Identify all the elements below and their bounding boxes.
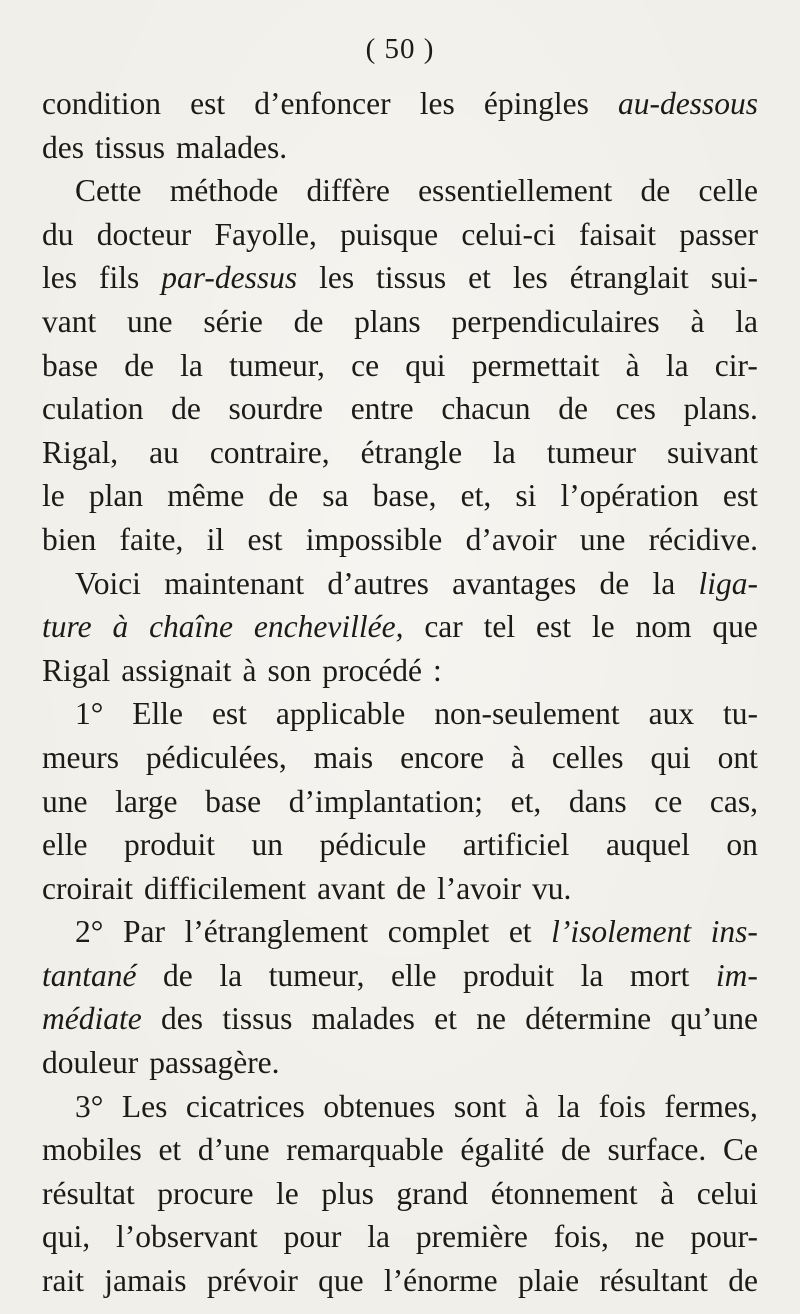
word: fils bbox=[98, 260, 140, 296]
body-text bbox=[42, 82, 758, 1303]
word: celle bbox=[698, 173, 758, 209]
word: de bbox=[171, 391, 201, 427]
word: mais bbox=[313, 739, 374, 775]
word: complet bbox=[387, 914, 490, 950]
word: étrangle bbox=[360, 434, 463, 470]
word: encore bbox=[400, 739, 484, 775]
word: et, bbox=[460, 478, 492, 514]
word: à bbox=[660, 1175, 675, 1211]
word: bien bbox=[42, 521, 97, 557]
text-line bbox=[42, 1041, 758, 1085]
word: si bbox=[515, 478, 537, 514]
word: contraire, bbox=[209, 434, 330, 470]
word: grand bbox=[396, 1175, 469, 1211]
word: les bbox=[512, 260, 548, 296]
word: pour- bbox=[690, 1219, 758, 1255]
word: une bbox=[579, 521, 626, 557]
word: qui bbox=[650, 739, 691, 775]
word: l’énorme bbox=[383, 1263, 498, 1299]
word: elle bbox=[391, 957, 437, 993]
word: ins- bbox=[710, 914, 758, 950]
word: pédicule bbox=[319, 827, 427, 863]
word: docteur bbox=[96, 216, 192, 252]
word: est bbox=[536, 609, 572, 645]
text-line bbox=[42, 823, 758, 867]
word: tu- bbox=[723, 696, 758, 732]
word: plus bbox=[321, 1175, 374, 1211]
word: procédé bbox=[322, 652, 422, 688]
word: Rigal bbox=[42, 652, 111, 688]
word: tumeur, bbox=[229, 347, 325, 383]
word: qui, bbox=[42, 1219, 91, 1255]
word: entre bbox=[350, 391, 414, 427]
word: de bbox=[640, 173, 671, 209]
word: prévoir bbox=[206, 1263, 298, 1299]
word: égalité bbox=[460, 1132, 545, 1168]
word: passagère. bbox=[149, 1045, 280, 1081]
word: qu’une bbox=[670, 1001, 758, 1037]
word: plans. bbox=[683, 391, 758, 427]
word: d’enfoncer bbox=[254, 86, 391, 121]
word: faisait bbox=[579, 216, 657, 252]
word: avantages bbox=[452, 565, 577, 601]
word: Les bbox=[121, 1088, 168, 1124]
text-line bbox=[42, 518, 758, 562]
word: plan bbox=[88, 478, 144, 514]
text-line bbox=[42, 649, 758, 693]
word: l’étranglement bbox=[184, 914, 369, 950]
word: la bbox=[557, 1088, 581, 1124]
text-line bbox=[42, 344, 758, 388]
page-number: ( 50 ) bbox=[365, 33, 435, 65]
word: étranglait bbox=[569, 260, 689, 296]
word: d’avoir bbox=[465, 521, 557, 557]
word: vant bbox=[42, 303, 97, 339]
word: elle bbox=[42, 827, 88, 863]
word: même bbox=[167, 478, 245, 514]
word: 1° bbox=[75, 696, 104, 732]
word: et bbox=[158, 1132, 182, 1168]
word: base bbox=[205, 783, 262, 819]
word: ce bbox=[351, 347, 380, 383]
word: par-dessus bbox=[161, 260, 298, 296]
text-line bbox=[42, 1215, 758, 1259]
word: médiate bbox=[42, 1001, 142, 1037]
word: applicable bbox=[275, 696, 406, 732]
word: à bbox=[690, 303, 705, 339]
text-line bbox=[42, 867, 758, 911]
word: est bbox=[722, 478, 758, 514]
word: celui bbox=[696, 1175, 758, 1211]
word: produit bbox=[463, 957, 555, 993]
word: impossible bbox=[305, 521, 443, 557]
word: plans bbox=[354, 303, 421, 339]
text-line bbox=[42, 169, 758, 213]
word: 2° bbox=[75, 914, 104, 950]
word: tantané bbox=[42, 957, 137, 993]
word: l’isolement bbox=[551, 914, 692, 950]
word: : bbox=[432, 652, 442, 688]
word: assignait bbox=[121, 652, 232, 688]
word: malades bbox=[311, 1001, 415, 1037]
word: aux bbox=[648, 696, 695, 732]
word: Par bbox=[122, 914, 165, 950]
word: artificiel bbox=[462, 827, 570, 863]
text-line bbox=[42, 474, 758, 518]
word: de bbox=[124, 347, 154, 383]
word: la bbox=[493, 434, 516, 470]
word: 3° bbox=[75, 1088, 104, 1124]
word: Ce bbox=[722, 1132, 758, 1168]
text-line bbox=[42, 605, 758, 649]
text-line bbox=[42, 126, 758, 170]
word: du bbox=[42, 216, 74, 252]
text-line bbox=[42, 1128, 758, 1172]
word: celui-ci bbox=[461, 216, 556, 252]
word: fois bbox=[598, 1088, 646, 1124]
word: base bbox=[42, 347, 98, 383]
word: de bbox=[268, 478, 299, 514]
word: le bbox=[276, 1175, 299, 1211]
word: Voici bbox=[75, 565, 141, 601]
text-line bbox=[42, 780, 758, 824]
word: tissus bbox=[95, 129, 166, 165]
word: im- bbox=[715, 957, 758, 993]
word: ce bbox=[654, 783, 683, 819]
word: ture bbox=[42, 609, 92, 645]
word: est bbox=[190, 86, 226, 121]
word: la bbox=[665, 347, 689, 383]
text-line bbox=[42, 1259, 758, 1303]
word: est bbox=[247, 521, 283, 557]
word: celles bbox=[551, 739, 624, 775]
word: les bbox=[319, 260, 355, 296]
word: de bbox=[558, 391, 588, 427]
word: passer bbox=[679, 216, 758, 252]
word: chaîne bbox=[149, 609, 234, 645]
word: et, bbox=[510, 783, 542, 819]
word: suivant bbox=[666, 434, 758, 470]
word: large bbox=[115, 783, 178, 819]
word: liga- bbox=[698, 565, 758, 601]
word: de bbox=[599, 565, 630, 601]
word: ces bbox=[615, 391, 656, 427]
word: est bbox=[211, 696, 247, 732]
word: l’opération bbox=[560, 478, 699, 514]
text-line bbox=[42, 387, 758, 431]
word: résultant bbox=[599, 1263, 708, 1299]
word: non-seulement bbox=[434, 696, 620, 732]
word: maintenant bbox=[164, 565, 305, 601]
word: avant bbox=[317, 870, 386, 906]
word: à bbox=[112, 609, 129, 645]
word: pédiculées, bbox=[145, 739, 287, 775]
word: les bbox=[419, 86, 455, 121]
word: Cette bbox=[75, 173, 142, 209]
word: une bbox=[42, 783, 88, 819]
word: vu. bbox=[532, 870, 572, 906]
word: on bbox=[726, 827, 758, 863]
word: des bbox=[42, 129, 84, 165]
word: jamais bbox=[104, 1263, 187, 1299]
word: perpendiculaires bbox=[451, 303, 660, 339]
word: tissus bbox=[222, 1001, 293, 1037]
word: mobiles bbox=[42, 1132, 142, 1168]
word: obtenues bbox=[323, 1088, 436, 1124]
word: de bbox=[396, 870, 427, 906]
word: d’implantation; bbox=[288, 783, 483, 819]
text-line bbox=[42, 213, 758, 257]
word: épingles bbox=[483, 86, 589, 121]
word: sourdre bbox=[228, 391, 324, 427]
word: un bbox=[251, 827, 283, 863]
word: procure bbox=[157, 1175, 254, 1211]
word: douleur bbox=[42, 1045, 139, 1081]
word: que bbox=[712, 609, 758, 645]
word: au bbox=[149, 434, 179, 470]
word: de bbox=[561, 1132, 591, 1168]
word: son bbox=[267, 652, 312, 688]
word: mort bbox=[629, 957, 690, 993]
word: Fayolle, bbox=[214, 216, 317, 252]
word: culation bbox=[42, 391, 144, 427]
word: auquel bbox=[605, 827, 690, 863]
word: de bbox=[293, 303, 324, 339]
word: tel bbox=[483, 609, 516, 645]
word: à bbox=[524, 1088, 539, 1124]
word: Elle bbox=[132, 696, 184, 732]
word: sui- bbox=[710, 260, 758, 296]
text-line bbox=[42, 910, 758, 954]
word: plaie bbox=[517, 1263, 580, 1299]
word: puisque bbox=[340, 216, 439, 252]
word: sont bbox=[453, 1088, 507, 1124]
word: nom bbox=[635, 609, 692, 645]
word: à bbox=[510, 739, 525, 775]
word: de bbox=[728, 1263, 758, 1299]
word: essentiellement bbox=[418, 173, 613, 209]
text-line bbox=[42, 1085, 758, 1129]
word: base, bbox=[372, 478, 437, 514]
word: permettait bbox=[471, 347, 600, 383]
word: il bbox=[206, 521, 225, 557]
word: résultat bbox=[42, 1175, 135, 1211]
text-line bbox=[42, 1172, 758, 1216]
word: et bbox=[508, 914, 532, 950]
word: d’une bbox=[197, 1132, 270, 1168]
word: détermine bbox=[525, 1001, 652, 1037]
word: ne bbox=[476, 1001, 506, 1037]
word: remarquable bbox=[286, 1132, 444, 1168]
word: récidive. bbox=[648, 521, 758, 557]
word: condition bbox=[42, 86, 161, 121]
word: la bbox=[367, 1219, 391, 1255]
word: une bbox=[127, 303, 173, 339]
word: croirait bbox=[42, 870, 133, 906]
word: série bbox=[203, 303, 263, 339]
word: dans bbox=[568, 783, 627, 819]
word: la bbox=[180, 347, 203, 383]
word: la bbox=[652, 565, 676, 601]
word: chacun bbox=[441, 391, 531, 427]
text-line bbox=[42, 736, 758, 780]
word: tumeur bbox=[546, 434, 636, 470]
word: ont bbox=[717, 739, 758, 775]
word: à bbox=[625, 347, 640, 383]
word: qui bbox=[405, 347, 446, 383]
word: et bbox=[468, 260, 491, 296]
word: sa bbox=[322, 478, 349, 514]
word: la bbox=[580, 957, 604, 993]
word: fermes, bbox=[664, 1088, 758, 1124]
word: pour bbox=[283, 1219, 342, 1255]
word: difficilement bbox=[143, 870, 307, 906]
word: cas, bbox=[709, 783, 758, 819]
word: d’autres bbox=[327, 565, 429, 601]
word: Rigal, bbox=[42, 434, 119, 470]
word: fois, bbox=[553, 1219, 609, 1255]
word: au-dessous bbox=[617, 86, 758, 121]
word: malades. bbox=[176, 129, 288, 165]
word: de bbox=[163, 957, 193, 993]
text-line bbox=[42, 300, 758, 344]
word: enchevillée, bbox=[253, 609, 404, 645]
word: faite, bbox=[119, 521, 184, 557]
word: le bbox=[591, 609, 615, 645]
text-line bbox=[42, 431, 758, 475]
text-line bbox=[42, 256, 758, 300]
word: tissus bbox=[376, 260, 447, 296]
text-line bbox=[42, 997, 758, 1041]
text-line bbox=[42, 82, 758, 126]
word: surface. bbox=[607, 1132, 707, 1168]
word: méthode bbox=[169, 173, 279, 209]
word: diffère bbox=[306, 173, 390, 209]
word: et bbox=[434, 1001, 457, 1037]
word: que bbox=[318, 1263, 364, 1299]
word: les bbox=[42, 260, 77, 296]
word: l’observant bbox=[116, 1219, 258, 1255]
word: meurs bbox=[42, 739, 119, 775]
word: la bbox=[735, 303, 758, 339]
word: car bbox=[424, 609, 463, 645]
word: rait bbox=[42, 1263, 84, 1299]
text-line bbox=[42, 954, 758, 998]
word: à bbox=[242, 652, 257, 688]
text-line bbox=[42, 562, 758, 606]
word: le bbox=[42, 478, 65, 514]
word: la bbox=[219, 957, 243, 993]
word: tumeur, bbox=[268, 957, 365, 993]
text-line bbox=[42, 692, 758, 736]
word: cir- bbox=[714, 347, 758, 383]
word: des bbox=[161, 1001, 204, 1037]
word: première bbox=[415, 1219, 528, 1255]
word: cicatrices bbox=[185, 1088, 305, 1124]
word: étonnement bbox=[490, 1175, 638, 1211]
word: produit bbox=[123, 827, 215, 863]
word: ne bbox=[634, 1219, 665, 1255]
word: l’avoir bbox=[437, 870, 521, 906]
